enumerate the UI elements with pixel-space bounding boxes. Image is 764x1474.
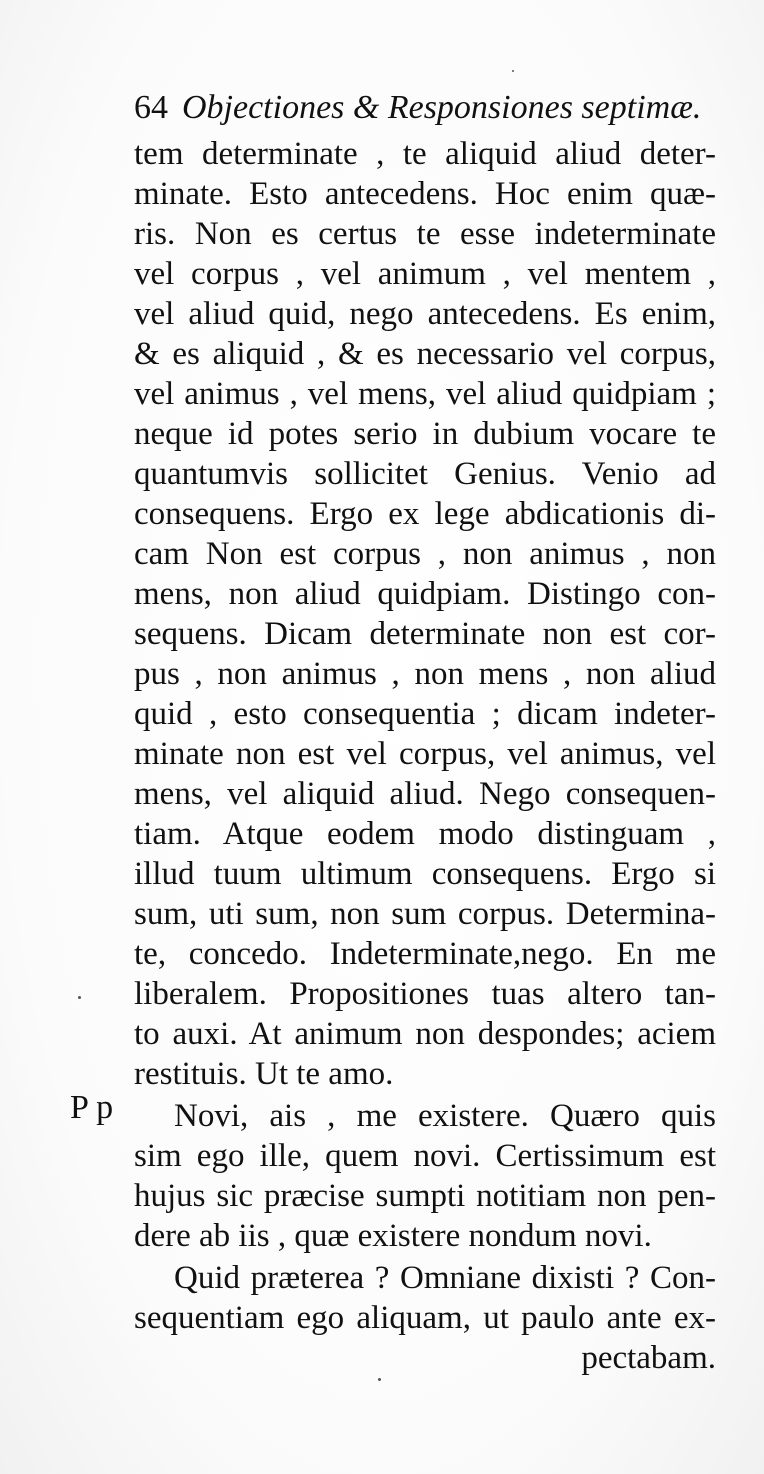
text-line: to auxi. At animum non despondes; aciem — [134, 1016, 716, 1052]
text-line: vel aliud quid, nego antecedens. Es enim, — [134, 296, 716, 332]
text-line: cam Non est corpus , non animus , non — [134, 536, 716, 572]
text-line: sim ego ille, quem novi. Certissimum est — [134, 1138, 716, 1174]
text-line: quantumvis sollicitet Genius. Venio ad — [134, 456, 716, 492]
text-line: minate non est vel corpus, vel animus, vel — [134, 736, 716, 772]
marginal-note: P p — [70, 1089, 114, 1126]
page-header — [134, 84, 734, 132]
text-line: pectabam. — [581, 1340, 716, 1376]
ink-speck — [512, 70, 514, 72]
text-line: sum, uti sum, non sum corpus. Determina- — [134, 896, 716, 932]
ink-speck — [378, 1378, 381, 1381]
text-line: dere ab iis , quæ existere nondum novi. — [134, 1218, 652, 1254]
text-line: & es aliquid , & es necessario vel corpus, — [134, 336, 716, 372]
text-line: Novi, ais , me existere. Quæro quis — [174, 1098, 716, 1134]
text-line: mens, non aliud quidpiam. Distingo con- — [134, 576, 716, 612]
text-line: vel corpus , vel animum , vel mentem , — [134, 256, 716, 292]
text-line: mens, vel aliquid aliud. Nego consequen- — [134, 776, 716, 812]
text-line: hujus sic præcise sumpti notitiam non pen- — [134, 1178, 716, 1214]
running-title: Objectiones & Responsiones septimæ. — [182, 89, 702, 126]
text-line: tem determinate , te aliquid aliud deter- — [134, 136, 716, 172]
text-line: illud tuum ultimum consequens. Ergo si — [134, 856, 716, 892]
text-line: restituis. Ut te amo. — [134, 1056, 394, 1092]
text-line: vel animus , vel mens, vel aliud quidpiam ; — [134, 376, 716, 412]
ink-speck — [78, 996, 81, 999]
page-number: 64 — [134, 89, 168, 126]
text-line: liberalem. Propositiones tuas altero tan- — [134, 976, 716, 1012]
text-line: minate. Esto antecedens. Hoc enim quæ- — [134, 176, 716, 212]
text-line: neque id potes serio in dubium vocare te — [134, 416, 716, 452]
text-line: consequens. Ergo ex lege abdicationis di- — [134, 496, 716, 532]
text-line: tiam. Atque eodem modo distinguam , — [134, 816, 716, 852]
text-line: ris. Non es certus te esse indeterminate — [134, 216, 716, 252]
text-line: te, concedo. Indeterminate,nego. En me — [134, 936, 716, 972]
text-line: sequens. Dicam determinate non est cor- — [134, 616, 716, 652]
text-line: Quid præterea ? Omniane dixisti ? Con- — [174, 1260, 716, 1296]
text-line: pus , non animus , non mens , non aliud — [134, 656, 716, 692]
text-line: quid , esto consequentia ; dicam indeter- — [134, 696, 716, 732]
text-line: sequentiam ego aliquam, ut paulo ante ex- — [134, 1300, 716, 1336]
